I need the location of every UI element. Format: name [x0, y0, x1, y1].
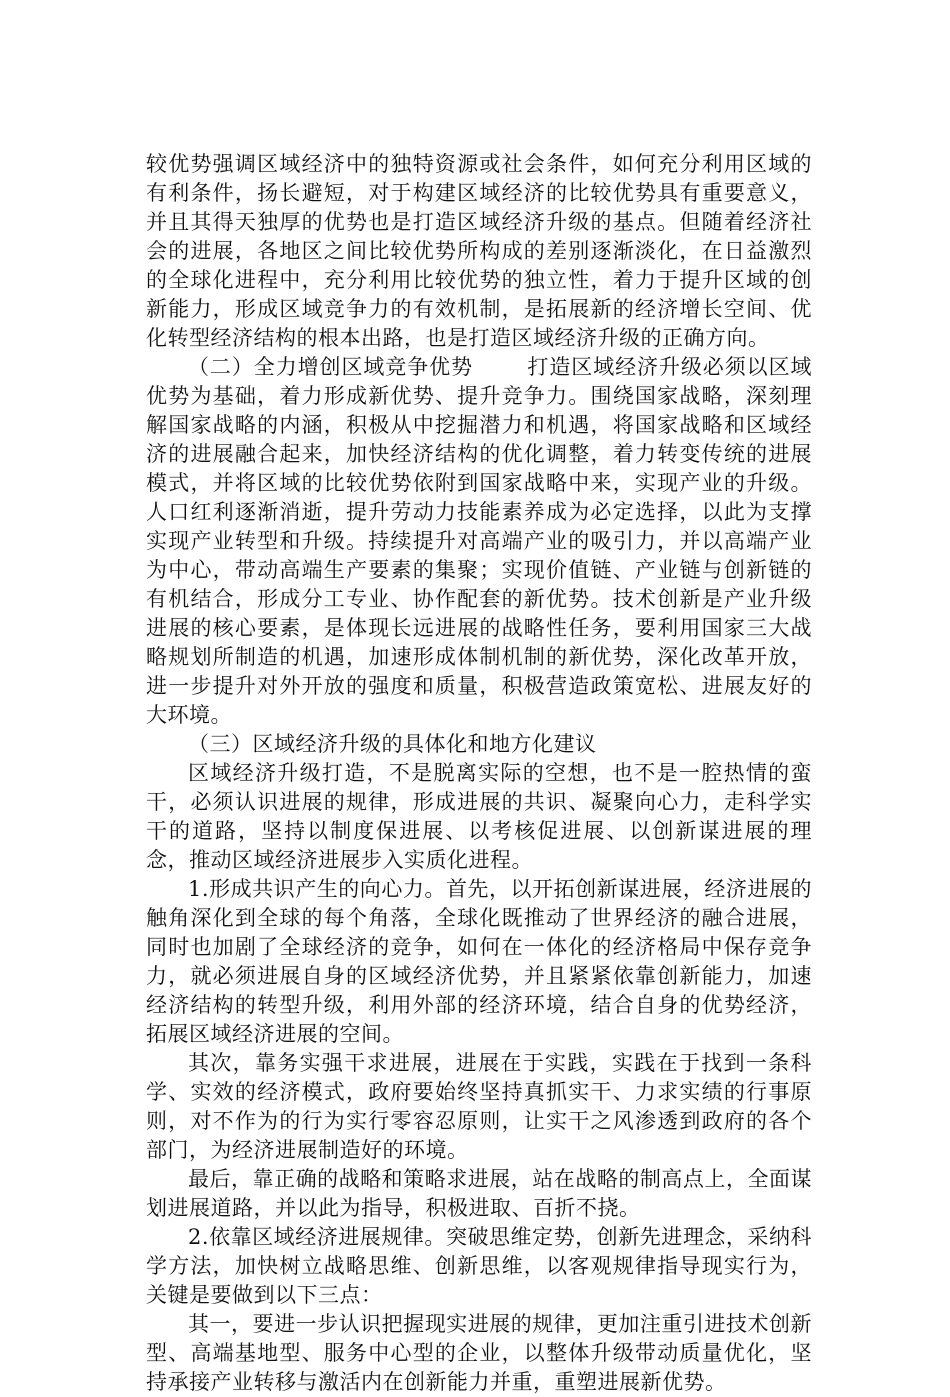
paragraph-consensus-cohesion: 1.形成共识产生的向心力。首先，以开拓创新谋进展，经济进展的触角深化到全球的每个角落，全球化既推动了世界经济的融合进展，同时也加剧了全球经济的竞争，如何在一体化的经济格局中保存竞争力，就必须进展自身的区域经济优势，并且紧紧依靠创新能力，加速经济结构的转型升级，利用外部的经济环境，结合自身的优势经济，拓展区域经济进展的空间。	[146, 877, 812, 1046]
section-heading-three: （三）区域经济升级的具体化和地方化建议	[188, 732, 597, 756]
paragraph-practical-development: 其次，靠务实强干求进展，进展在于实践，实践在于找到一条科学、实效的经济模式，政府要始终坚持真抓实干、力求实绩的行事原则，对不作为的行为实行零容忍原则，让实干之风渗透到政府的各个部门，为经济进展制造好的环境。	[146, 1051, 812, 1162]
paragraph-strategy-development: 最后，靠正确的战略和策略求进展，站在战略的制高点上，全面谋划进展道路，并以此为指导，积极进取、百折不挠。	[146, 1167, 812, 1220]
section-two-body-text: 打造区域经济升级必须以区域优势为基础，着力形成新优势、提升竞争力。围绕国家战略，深刻理解国家战略的内涵，积极从中挖掘潜力和机遇，将国家战略和区域经济的进展融合起来，加快经济结构的优化调整，着力转变传统的进展模式，并将区域的比较优势依附到国家战略中来，实现产业的升级。人口红利逐渐消逝，提升劳动力技能素养成为必定选择，以此为支撑实现产业转型和升级。持续提升对高端产业的吸引力，并以高端产业为中心，带动高端生产要素的集聚；实现价值链、产业链与创新链的有机结合，形成分工专业、协作配套的新优势。技术创新是产业升级进展的核心要素，是体现长远进展的战略性任务，要利用国家三大战略规划所制造的机遇，加速形成体制机制的新优势，深化改革开放，进一步提升对外开放的强度和质量，积极营造政策宽松、进展友好的大环境。	[146, 355, 812, 727]
paragraph-development-laws: 2.依靠区域经济进展规律。突破思维定势，创新先进理念，采纳科学方法，加快树立战略思维、创新思维，以客观规律指导现实行为，关键是要做到以下三点：	[146, 1225, 812, 1307]
paragraph-comparative-advantage: 较优势强调区域经济中的独特资源或社会条件，如何充分利用区域的有利条件，扬长避短，对于构建区域经济的比较优势具有重要意义，并且其得天独厚的优势也是打造区域经济升级的基点。但随着经济社会的进展，各地区之间比较优势所构成的差别逐渐淡化，在日益激烈的全球化进程中，充分利用比较优势的独立性，着力于提升区域的创新能力，形成区域竞争力的有效机制，是拓展新的经济增长空间、优化转型经济结构的根本出路，也是打造区域经济升级的正确方向。	[146, 152, 812, 350]
section-heading-two: （二）全力增创区域竞争优势	[188, 355, 473, 379]
paragraph-regional-competitive-advantage	[146, 353, 812, 730]
paragraph-regional-upgrade-intro: 区域经济升级打造，不是脱离实际的空想，也不是一腔热情的蛮干，必须认识进展的规律，形成进展的共识、凝聚向心力，走科学实干的道路，坚持以制度保进展、以考核促进展、以创新谋进展的理念，推动区域经济进展步入实质化进程。	[146, 761, 812, 872]
document-body	[146, 150, 812, 1397]
paragraph-first-point: 其一，要进一步认识把握现实进展的规律，更加注重引进技术创新型、高端基地型、服务中心型的企业，以整体升级带动质量优化，坚持承接产业转移与激活内在创新能力并重，重塑进展新优势。	[146, 1312, 812, 1394]
